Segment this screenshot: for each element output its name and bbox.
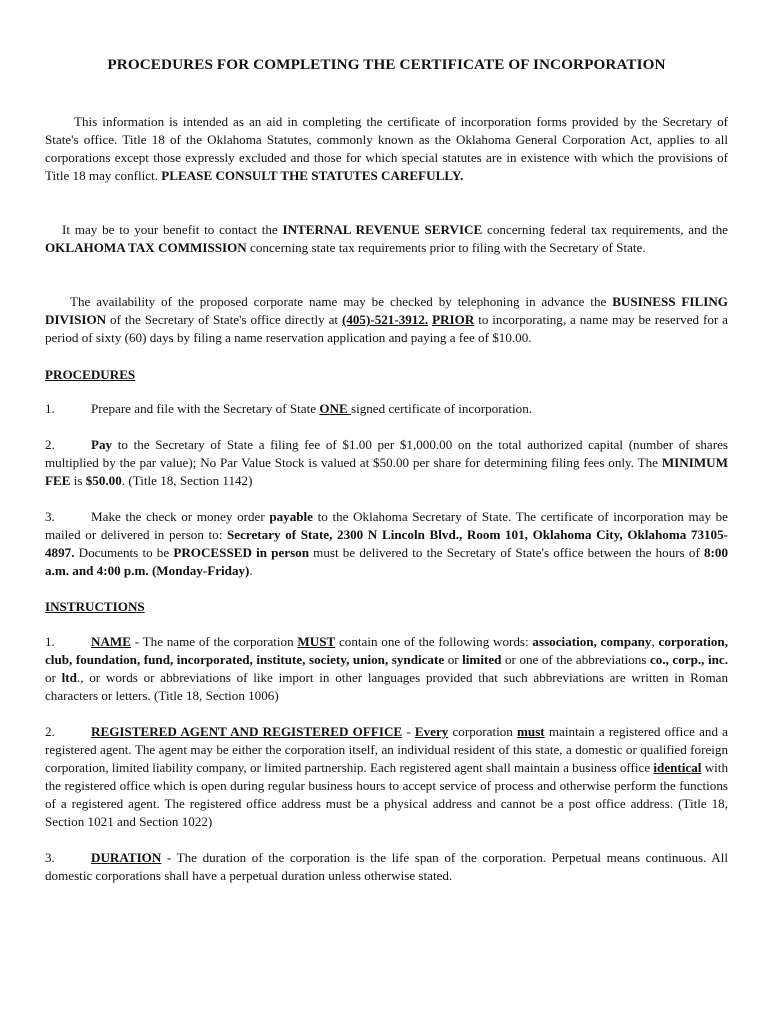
item-text: - The name of the corporation bbox=[131, 634, 298, 649]
instruction-item-2 bbox=[45, 723, 728, 831]
item-text: contain one of the following words: bbox=[335, 634, 533, 649]
item-text: . (Title 18, Section 1142) bbox=[121, 473, 253, 488]
intro-text: concerning state tax requirements prior to filing with the Secretary of State. bbox=[246, 240, 646, 255]
filing-division-name: BUSINESS FILING DIVISION bbox=[45, 294, 728, 327]
item-text: is bbox=[70, 473, 86, 488]
pay-emphasis: Pay bbox=[91, 437, 113, 452]
payable-emphasis: payable bbox=[269, 509, 313, 524]
item-text: or bbox=[444, 652, 463, 667]
minimum-fee-value: $50.00 bbox=[85, 473, 122, 488]
must-emphasis: must bbox=[517, 724, 545, 739]
item-text: - bbox=[402, 724, 415, 739]
intro-text: It may be to your benefit to contact the bbox=[62, 222, 283, 237]
item-number: 3. bbox=[45, 509, 55, 524]
minimum-fee-label: MINIMUM FEE bbox=[45, 455, 728, 488]
item-text: ., or words or abbreviations of like import in other languages provided that such abbreviations are written in Roman characters or letters. (Title 18, Section 1006) bbox=[45, 670, 728, 703]
item-text: Documents to be bbox=[74, 545, 174, 560]
procedure-item-2 bbox=[45, 436, 728, 490]
identical-emphasis: identical bbox=[653, 760, 702, 775]
item-text: Prepare and file with the Secretary of State bbox=[91, 401, 320, 416]
page-title: PROCEDURES FOR COMPLETING THE CERTIFICATE OF INCORPORATION bbox=[107, 56, 666, 73]
item-text: signed certificate of incorporation. bbox=[350, 401, 533, 416]
instructions-heading: INSTRUCTIONS bbox=[45, 599, 145, 614]
intro-text: concerning federal tax requirements, and the bbox=[482, 222, 728, 237]
must-emphasis: MUST bbox=[297, 634, 336, 649]
prior-emphasis: PRIOR bbox=[432, 312, 475, 327]
item-text: must be delivered to the Secretary of State's office between the hours of bbox=[309, 545, 704, 560]
item-text: to the Oklahoma Secretary of State. The certificate of incorporation may be mailed or delivered in person to: bbox=[45, 509, 728, 542]
item-text: corporation bbox=[448, 724, 518, 739]
tax-commission-name: OKLAHOMA TAX COMMISSION bbox=[45, 240, 247, 255]
item-text: maintain a registered office and a registered agent. The agent may be either the corporation itself, an individual resident of this state, a domestic or qualified foreign corporation, limited liability company, or limited partnership. Each registered agent shall maintain a business office bbox=[45, 724, 728, 775]
item-text: to the Secretary of State a filing fee of $1.00 per $1,000.00 on the total authorized capital (number of shares multiplied by the par value); No Par Value Stock is valued at $50.00 per share for determining filing fees only. The bbox=[45, 437, 728, 470]
item-text: - The duration of the corporation is the life span of the corporation. Perpetual means continuous. All domestic corporations shall have a perpetual duration unless otherwise stated. bbox=[45, 850, 728, 883]
intro-text: The availability of the proposed corporate name may be checked by telephoning in advance the bbox=[70, 294, 613, 309]
instruction-item-1 bbox=[45, 633, 728, 705]
mailing-address: Secretary of State, 2300 N Lincoln Blvd., Room 101, Oklahoma City, Oklahoma 73105-4897. bbox=[45, 527, 729, 560]
item-text: , bbox=[651, 634, 659, 649]
item-text: or bbox=[45, 670, 62, 685]
item-number: 1. bbox=[45, 634, 55, 649]
intro-text: This information is intended as an aid in completing the certificate of incorporation forms provided by the Secretary of State's office. Title 18 of the Oklahoma Statutes, commonly known as the Oklahoma General Corporation Act, applies to all corporations except those expressly excluded and those for which special statutes are in existence with which the provisions of Title 18 may conflict. bbox=[45, 114, 728, 183]
item-number: 2. bbox=[45, 437, 55, 452]
procedure-item-3 bbox=[45, 508, 728, 580]
intro-text: of the Secretary of State's office directly at bbox=[106, 312, 342, 327]
registered-agent-heading: REGISTERED AGENT AND REGISTERED OFFICE bbox=[91, 724, 403, 739]
item-number: 3. bbox=[45, 850, 55, 865]
item-text: . bbox=[249, 563, 253, 578]
instruction-item-3 bbox=[45, 849, 728, 885]
required-words: association, company bbox=[532, 634, 652, 649]
abbreviations: co., corp., inc. bbox=[649, 652, 728, 667]
intro-paragraph-1 bbox=[45, 113, 728, 185]
abbreviations: ltd bbox=[61, 670, 77, 685]
item-text: with the registered office which is open during regular business hours to accept service of process and otherwise perform the functions of a registered agent. The registered office address must be a physical address and cannot be a post office address. (Title 18, Section 1021 and Section 1022) bbox=[45, 760, 728, 829]
irs-name: INTERNAL REVENUE SERVICE bbox=[282, 222, 483, 237]
item-number: 1. bbox=[45, 401, 55, 416]
procedure-item-1 bbox=[45, 400, 728, 418]
intro-paragraph-3 bbox=[45, 293, 728, 347]
one-emphasis: ONE bbox=[319, 401, 351, 416]
phone-number: (405)-521-3912. bbox=[341, 312, 429, 327]
processed-in-person: PROCESSED in person bbox=[173, 545, 309, 560]
every-emphasis: Every bbox=[414, 724, 449, 739]
item-text: or one of the abbreviations bbox=[501, 652, 650, 667]
item-text: Make the check or money order bbox=[91, 509, 270, 524]
intro-text: to incorporating, a name may be reserved for a period of sixty (60) days by filing a name reservation application and paying a fee of $10.00. bbox=[45, 312, 728, 345]
procedures-heading: PROCEDURES bbox=[45, 367, 136, 382]
consult-statutes-notice: PLEASE CONSULT THE STATUTES CAREFULLY. bbox=[161, 168, 464, 183]
duration-heading: DURATION bbox=[91, 850, 162, 865]
office-hours: 8:00 a.m. and 4:00 p.m. (Monday-Friday) bbox=[45, 545, 728, 578]
item-number: 2. bbox=[45, 724, 55, 739]
name-heading: NAME bbox=[91, 634, 132, 649]
required-words: limited bbox=[462, 652, 502, 667]
intro-paragraph-2 bbox=[45, 221, 728, 257]
required-words: corporation, club, foundation, fund, incorporated, institute, society, union, syndicate bbox=[45, 634, 728, 667]
